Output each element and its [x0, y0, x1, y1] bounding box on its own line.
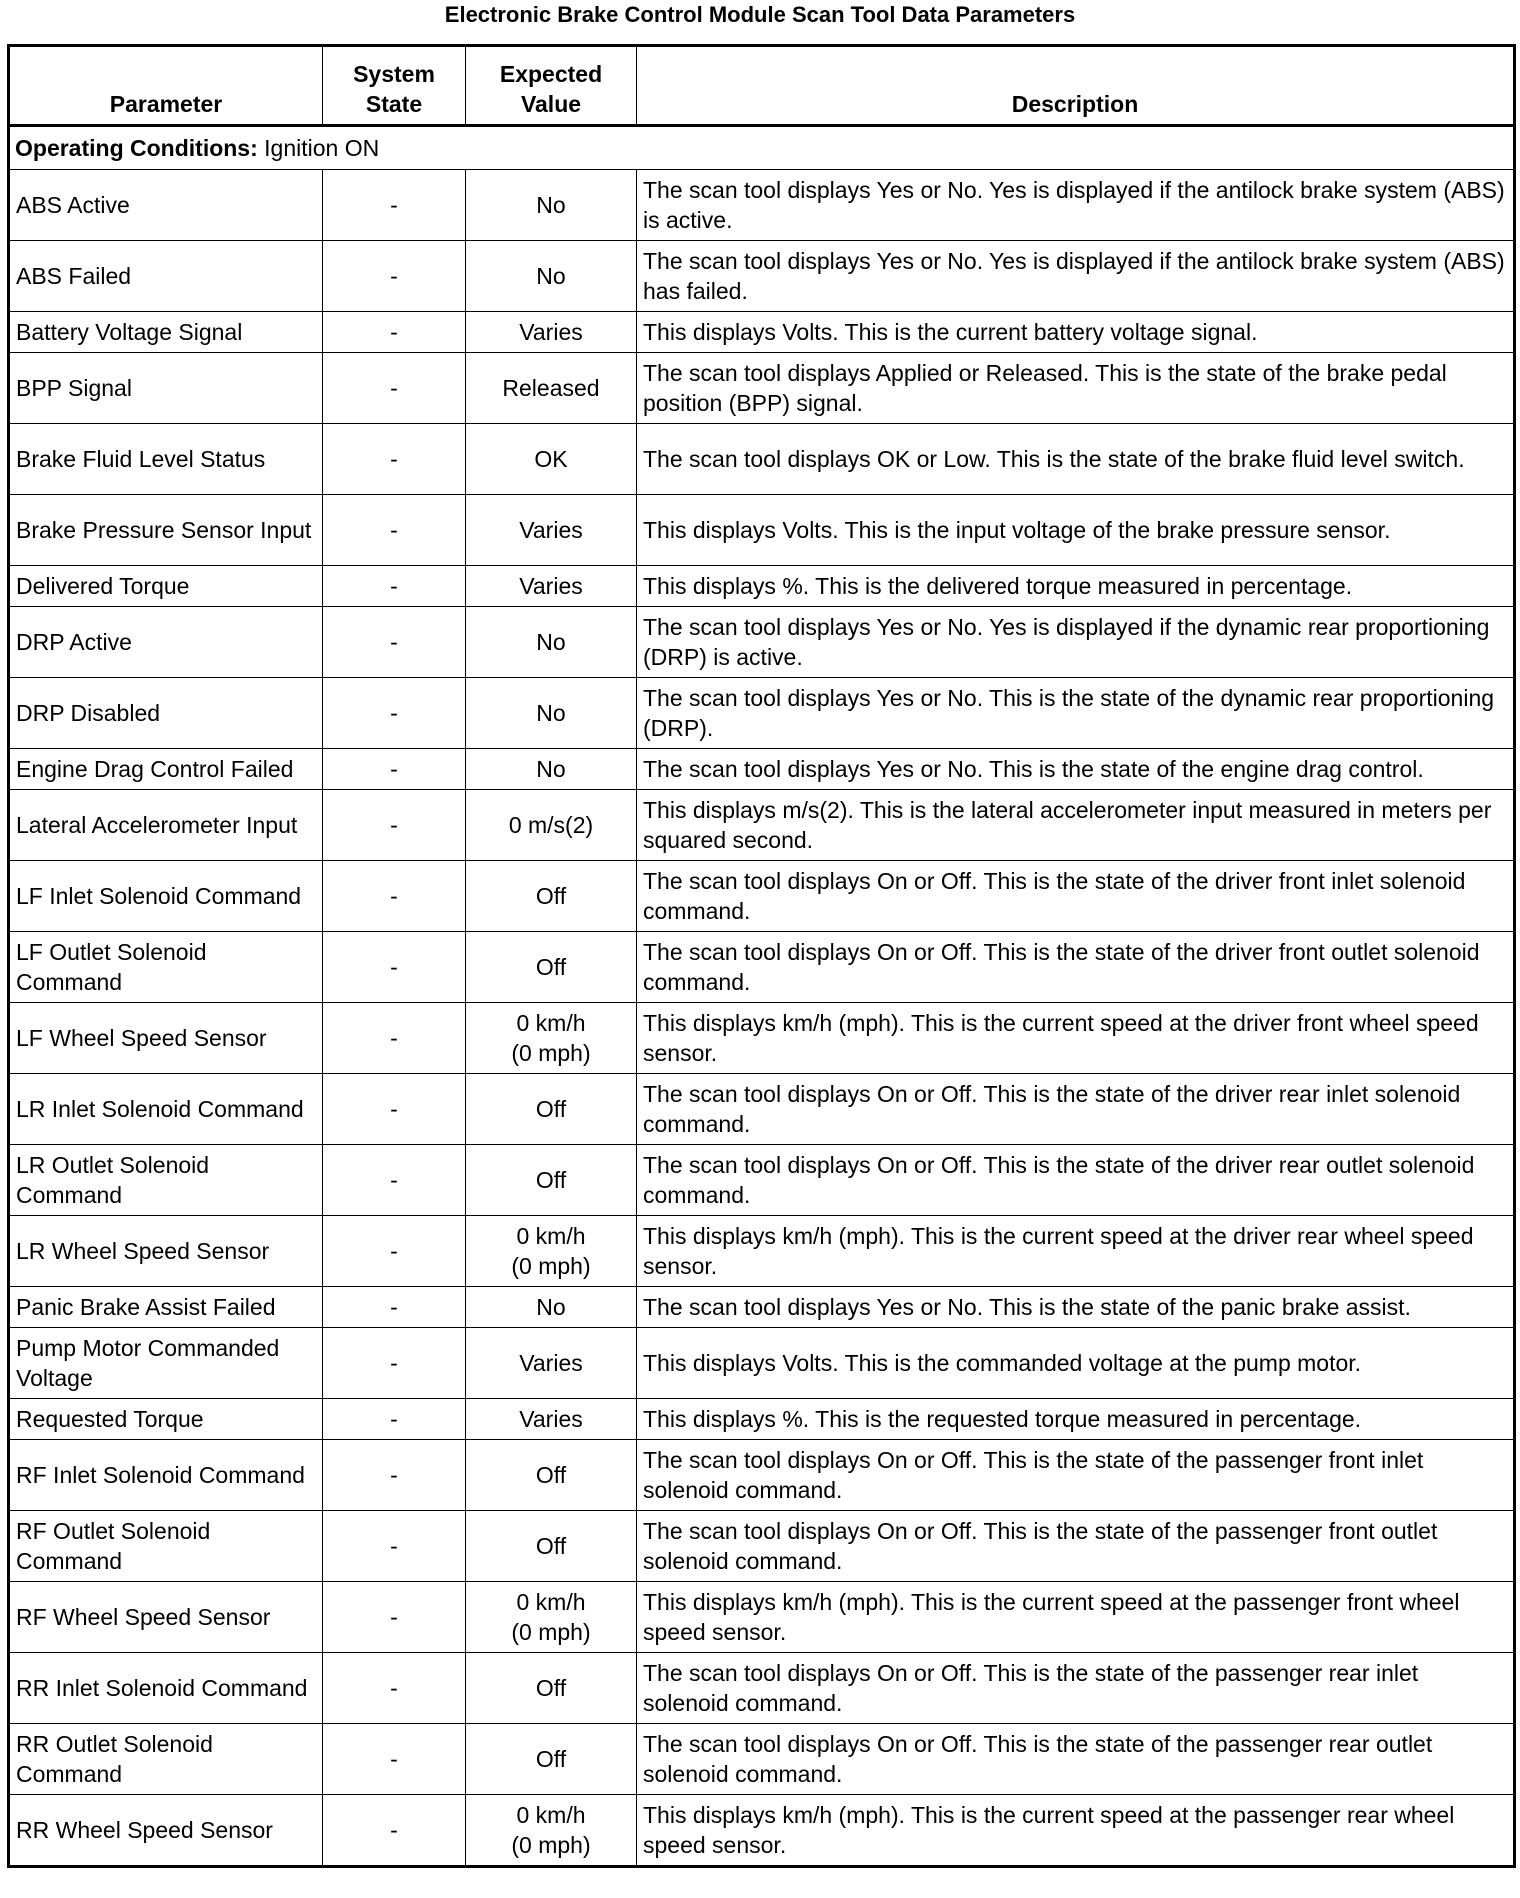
system-state-cell: - — [323, 607, 466, 678]
description-cell: This displays km/h (mph). This is the current speed at the passenger rear wheel speed sensor. — [637, 1795, 1515, 1867]
table-row — [9, 1724, 1515, 1795]
expected-value-line: 0 km/h — [516, 1223, 586, 1249]
description-cell: The scan tool displays Yes or No. This is the state of the panic brake assist. — [637, 1287, 1515, 1328]
expected-value-cell: Varies — [466, 1399, 637, 1440]
description-cell: The scan tool displays On or Off. This is the state of the driver rear outlet solenoid command. — [637, 1145, 1515, 1216]
parameter-cell: LF Wheel Speed Sensor — [9, 1003, 323, 1074]
expected-value-header-text: Expected Value — [499, 61, 603, 117]
table-row — [9, 1582, 1515, 1653]
parameter-cell: Brake Fluid Level Status — [9, 424, 323, 495]
system-state-cell: - — [323, 932, 466, 1003]
system-state-cell: - — [323, 170, 466, 241]
table-row — [9, 495, 1515, 566]
expected-value-cell: Varies — [466, 312, 637, 353]
expected-value-cell — [466, 1582, 637, 1653]
expected-value-cell: Varies — [466, 1328, 637, 1399]
description-cell: The scan tool displays Yes or No. Yes is displayed if the antilock brake system (ABS) is active. — [637, 170, 1515, 241]
expected-value-cell: Released — [466, 353, 637, 424]
description-cell: This displays Volts. This is the commanded voltage at the pump motor. — [637, 1328, 1515, 1399]
table-body — [9, 126, 1515, 1867]
page-title: Electronic Brake Control Module Scan Tool Data Parameters — [444, 2, 1076, 27]
table-row — [9, 932, 1515, 1003]
expected-value-cell — [466, 1003, 637, 1074]
parameter-cell: Lateral Accelerometer Input — [9, 790, 323, 861]
table-row — [9, 312, 1515, 353]
parameter-cell: LR Inlet Solenoid Command — [9, 1074, 323, 1145]
expected-value-cell: No — [466, 749, 637, 790]
parameter-cell: RR Inlet Solenoid Command — [9, 1653, 323, 1724]
description-cell: The scan tool displays Applied or Released. This is the state of the brake pedal position (BPP) signal. — [637, 353, 1515, 424]
description-cell: This displays Volts. This is the current battery voltage signal. — [637, 312, 1515, 353]
system-state-cell: - — [323, 1287, 466, 1328]
expected-value-cell — [466, 1216, 637, 1287]
column-header-expected-value — [466, 46, 637, 126]
table-row — [9, 1399, 1515, 1440]
parameter-cell: RR Wheel Speed Sensor — [9, 1795, 323, 1867]
table-row — [9, 678, 1515, 749]
system-state-cell: - — [323, 424, 466, 495]
system-state-cell: - — [323, 1328, 466, 1399]
parameter-cell: Delivered Torque — [9, 566, 323, 607]
parameter-cell: RF Inlet Solenoid Command — [9, 1440, 323, 1511]
table-row — [9, 1440, 1515, 1511]
system-state-cell: - — [323, 241, 466, 312]
parameter-cell: Requested Torque — [9, 1399, 323, 1440]
description-cell: The scan tool displays On or Off. This is the state of the passenger rear outlet solenoid command. — [637, 1724, 1515, 1795]
table-row — [9, 1145, 1515, 1216]
system-state-cell: - — [323, 1216, 466, 1287]
description-cell: The scan tool displays Yes or No. This is the state of the engine drag control. — [637, 749, 1515, 790]
table-row — [9, 861, 1515, 932]
operating-conditions-cell — [9, 126, 1515, 170]
expected-value-line: 0 km/h — [516, 1802, 586, 1828]
parameter-cell: RF Outlet Solenoid Command — [9, 1511, 323, 1582]
system-state-cell: - — [323, 749, 466, 790]
expected-value-cell: Off — [466, 1724, 637, 1795]
expected-value-cell — [466, 1795, 637, 1867]
table-row — [9, 170, 1515, 241]
description-cell: This displays km/h (mph). This is the current speed at the driver front wheel speed sensor. — [637, 1003, 1515, 1074]
parameter-cell: ABS Active — [9, 170, 323, 241]
description-cell: The scan tool displays On or Off. This is the state of the driver rear inlet solenoid command. — [637, 1074, 1515, 1145]
system-state-header-text: System State — [353, 61, 435, 117]
table-row — [9, 1511, 1515, 1582]
expected-value-cell: Off — [466, 1440, 637, 1511]
system-state-cell: - — [323, 1074, 466, 1145]
table-row — [9, 241, 1515, 312]
system-state-cell: - — [323, 1399, 466, 1440]
table-row — [9, 749, 1515, 790]
operating-conditions-label: Operating Conditions: — [15, 135, 258, 161]
system-state-cell: - — [323, 1582, 466, 1653]
parameter-cell: Battery Voltage Signal — [9, 312, 323, 353]
parameter-cell: LR Outlet Solenoid Command — [9, 1145, 323, 1216]
system-state-cell: - — [323, 312, 466, 353]
table-row — [9, 1074, 1515, 1145]
table-row — [9, 1653, 1515, 1724]
description-cell: The scan tool displays On or Off. This is the state of the driver front inlet solenoid command. — [637, 861, 1515, 932]
description-cell: The scan tool displays On or Off. This is the state of the passenger front outlet solenoid command. — [637, 1511, 1515, 1582]
description-cell: This displays km/h (mph). This is the current speed at the passenger front wheel speed sensor. — [637, 1582, 1515, 1653]
system-state-cell: - — [323, 566, 466, 607]
description-cell: This displays Volts. This is the input voltage of the brake pressure sensor. — [637, 495, 1515, 566]
column-header-parameter: Parameter — [9, 46, 323, 126]
expected-value-line: (0 mph) — [511, 1253, 591, 1279]
expected-value-line: 0 km/h — [516, 1589, 586, 1615]
description-cell: This displays %. This is the requested torque measured in percentage. — [637, 1399, 1515, 1440]
table-row — [9, 607, 1515, 678]
parameter-cell: RF Wheel Speed Sensor — [9, 1582, 323, 1653]
table-row — [9, 1003, 1515, 1074]
system-state-cell: - — [323, 1440, 466, 1511]
system-state-cell: - — [323, 1511, 466, 1582]
expected-value-cell: Off — [466, 932, 637, 1003]
table-row — [9, 790, 1515, 861]
parameter-cell: LF Inlet Solenoid Command — [9, 861, 323, 932]
system-state-cell: - — [323, 1145, 466, 1216]
expected-value-cell: No — [466, 607, 637, 678]
table-row — [9, 1216, 1515, 1287]
column-header-description: Description — [637, 46, 1515, 126]
parameter-cell: DRP Disabled — [9, 678, 323, 749]
parameter-cell: Pump Motor Commanded Voltage — [9, 1328, 323, 1399]
expected-value-cell: No — [466, 170, 637, 241]
parameter-cell: Panic Brake Assist Failed — [9, 1287, 323, 1328]
system-state-cell: - — [323, 1653, 466, 1724]
table-row — [9, 424, 1515, 495]
description-cell: The scan tool displays Yes or No. Yes is displayed if the antilock brake system (ABS) has failed. — [637, 241, 1515, 312]
parameter-cell: LR Wheel Speed Sensor — [9, 1216, 323, 1287]
expected-value-cell: Off — [466, 1653, 637, 1724]
expected-value-line: (0 mph) — [511, 1619, 591, 1645]
parameter-cell: ABS Failed — [9, 241, 323, 312]
expected-value-line: (0 mph) — [511, 1832, 591, 1858]
description-cell: This displays km/h (mph). This is the current speed at the driver rear wheel speed sensor. — [637, 1216, 1515, 1287]
expected-value-cell: OK — [466, 424, 637, 495]
parameter-cell: Brake Pressure Sensor Input — [9, 495, 323, 566]
description-cell: The scan tool displays Yes or No. This is the state of the dynamic rear proportioning (DRP). — [637, 678, 1515, 749]
parameter-cell: RR Outlet Solenoid Command — [9, 1724, 323, 1795]
table-row — [9, 1795, 1515, 1867]
parameter-cell: DRP Active — [9, 607, 323, 678]
description-cell: This displays %. This is the delivered torque measured in percentage. — [637, 566, 1515, 607]
system-state-cell: - — [323, 1795, 466, 1867]
system-state-cell: - — [323, 353, 466, 424]
expected-value-cell: 0 m/s(2) — [466, 790, 637, 861]
description-cell: The scan tool displays On or Off. This is the state of the passenger rear inlet solenoid command. — [637, 1653, 1515, 1724]
expected-value-line: 0 km/h — [516, 1010, 586, 1036]
system-state-cell: - — [323, 790, 466, 861]
parameter-cell: LF Outlet Solenoid Command — [9, 932, 323, 1003]
table-row — [9, 353, 1515, 424]
table-header-row — [9, 46, 1515, 126]
system-state-cell: - — [323, 1724, 466, 1795]
description-cell: The scan tool displays On or Off. This is the state of the passenger front inlet solenoid command. — [637, 1440, 1515, 1511]
expected-value-cell: Off — [466, 1074, 637, 1145]
expected-value-cell: Varies — [466, 566, 637, 607]
expected-value-cell: Off — [466, 861, 637, 932]
system-state-cell: - — [323, 1003, 466, 1074]
parameter-cell: Engine Drag Control Failed — [9, 749, 323, 790]
scan-tool-data-table — [7, 44, 1516, 1868]
operating-conditions-row — [9, 126, 1515, 170]
system-state-cell: - — [323, 861, 466, 932]
expected-value-cell: No — [466, 241, 637, 312]
parameter-cell: BPP Signal — [9, 353, 323, 424]
column-header-system-state — [323, 46, 466, 126]
description-cell: The scan tool displays OK or Low. This is the state of the brake fluid level switch. — [637, 424, 1515, 495]
expected-value-cell: Varies — [466, 495, 637, 566]
system-state-cell: - — [323, 495, 466, 566]
expected-value-cell: No — [466, 678, 637, 749]
description-cell: This displays m/s(2). This is the lateral accelerometer input measured in meters per squared second. — [637, 790, 1515, 861]
operating-conditions-value: Ignition ON — [257, 135, 380, 161]
table-row — [9, 1287, 1515, 1328]
description-cell: The scan tool displays Yes or No. Yes is displayed if the dynamic rear proportioning (DRP) is active. — [637, 607, 1515, 678]
description-cell: The scan tool displays On or Off. This is the state of the driver front outlet solenoid command. — [637, 932, 1515, 1003]
system-state-cell: - — [323, 678, 466, 749]
table-row — [9, 1328, 1515, 1399]
expected-value-cell: Off — [466, 1511, 637, 1582]
expected-value-cell: No — [466, 1287, 637, 1328]
expected-value-line: (0 mph) — [511, 1040, 591, 1066]
table-row — [9, 566, 1515, 607]
expected-value-cell: Off — [466, 1145, 637, 1216]
